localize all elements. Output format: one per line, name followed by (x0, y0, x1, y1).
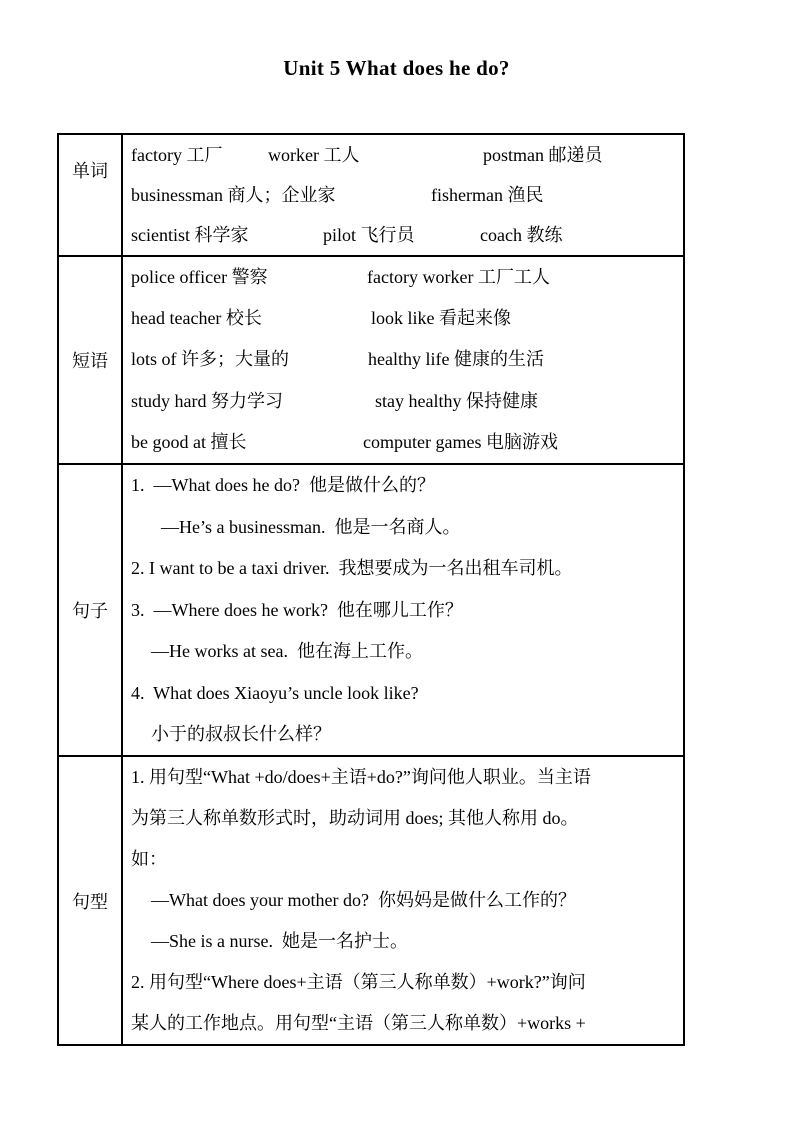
vocab-pair: lots of 许多；大量的 (131, 349, 290, 370)
table-row-sentences (59, 465, 683, 757)
vocab-pair: coach 教练 (480, 225, 563, 245)
sentence-line: 4. What does Xiaoyu’s uncle look like? (131, 682, 419, 703)
study-table (57, 133, 685, 1046)
row-header-label: 句型 (72, 891, 108, 912)
text-line (123, 215, 683, 255)
vocab-pair: factory 工厂 (131, 145, 223, 165)
sentence-line: —He works at sea. 他在海上工作。 (151, 641, 423, 661)
vocab-pair: scientist 科学家 (131, 225, 249, 245)
text-line (123, 298, 683, 339)
vocab-pair: fisherman 渔民 (431, 185, 544, 205)
pattern-line: —What does your mother do? 你妈妈是做什么工作的？ (151, 890, 576, 910)
vocab-pair: pilot 飞行员 (323, 225, 415, 245)
sentence-line: —He’s a businessman. 他是一名商人。 (161, 516, 461, 537)
pattern-line: 如： (131, 849, 167, 869)
vocab-pair: look like 看起来像 (371, 308, 511, 329)
pattern-line: 某人的工作地点。用句型“主语（第三人称单数）+works + (131, 1013, 586, 1033)
row-header-label: 句子 (72, 601, 108, 621)
table-row-words (59, 135, 683, 257)
table-row-patterns (59, 757, 683, 1044)
sentence-line: 小于的叔叔长什么样？ (151, 724, 331, 744)
pattern-line: —She is a nurse. 她是一名护士。 (151, 931, 408, 951)
vocab-pair: police officer 警察 (131, 267, 268, 287)
text-line (123, 422, 683, 463)
row-header-label: 短语 (72, 351, 108, 371)
sentence-line: 3. —Where does he work? 他在哪儿工作？ (131, 599, 463, 620)
text-line (123, 135, 683, 175)
vocab-pair: businessman 商人；企业家 (131, 185, 336, 205)
row-header-patterns (59, 757, 123, 1044)
pattern-line: 为第三人称单数形式时，助动词用 does; 其他人称用 do。 (131, 808, 579, 828)
vocab-pair: computer games 电脑游戏 (363, 431, 558, 452)
text-line (123, 257, 683, 298)
vocab-pair: healthy life 健康的生活 (368, 349, 544, 370)
sentence-line: 2. I want to be a taxi driver. 我想要成为一名出租车司机。 (131, 558, 573, 578)
document-title: Unit 5 What does he do? (283, 56, 510, 80)
vocab-pair: be good at 擅长 (131, 431, 247, 452)
row-header-label: 单词 (72, 161, 108, 181)
vocab-pair: factory worker 工厂工人 (367, 267, 550, 287)
sentences-cell (123, 465, 683, 755)
pattern-line: 1. 用句型“What +do/does+主语+do?”询问他人职业。当主语 (131, 767, 591, 787)
phrases-cell (123, 257, 683, 463)
sentence-line: 1. —What does he do? 他是做什么的？ (131, 475, 435, 495)
vocab-pair: head teacher 校长 (131, 308, 262, 329)
row-header-phrases (59, 257, 123, 463)
row-header-words (59, 135, 123, 255)
text-line (123, 175, 683, 215)
words-cell (123, 135, 683, 255)
patterns-cell (123, 757, 683, 1044)
vocab-pair: study hard 努力学习 (131, 390, 283, 411)
vocab-pair: worker 工人 (268, 145, 360, 165)
row-header-sentences (59, 465, 123, 755)
text-line (123, 339, 683, 380)
table-row-phrases (59, 257, 683, 465)
vocab-pair: postman 邮递员 (483, 145, 603, 165)
text-line (123, 381, 683, 422)
pattern-line: 2. 用句型“Where does+主语（第三人称单数）+work?”询问 (131, 972, 586, 992)
vocab-pair: stay healthy 保持健康 (375, 390, 538, 411)
